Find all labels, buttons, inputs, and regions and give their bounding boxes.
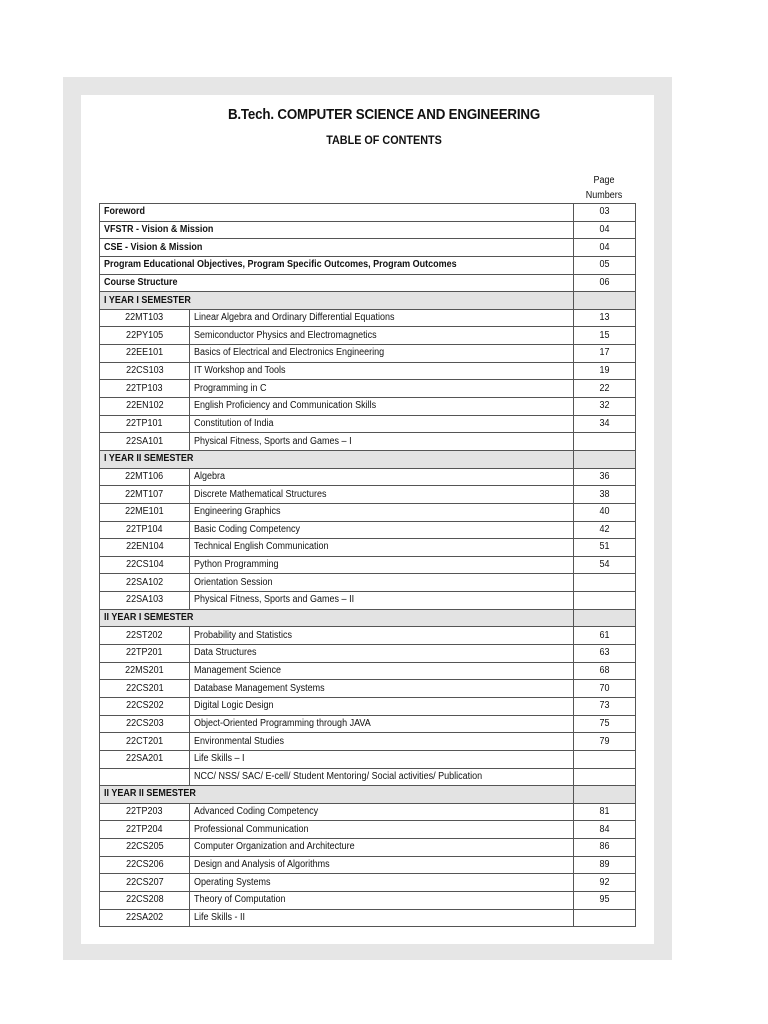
course-title <box>190 468 574 486</box>
course-title-text: Management Science <box>194 664 282 676</box>
course-title <box>190 803 574 821</box>
course-title-text: Theory of Computation <box>194 894 286 906</box>
course-code <box>100 768 190 786</box>
course-page <box>574 733 636 751</box>
course-page <box>574 821 636 839</box>
course-title-text: Orientation Session <box>194 576 273 588</box>
course-title <box>190 556 574 574</box>
course-code <box>100 839 190 857</box>
course-code-text: 22TP201 <box>126 647 163 659</box>
entry-page-text: 04 <box>599 241 610 253</box>
course-page <box>574 468 636 486</box>
course-code <box>100 909 190 927</box>
course-code-text: 22CS208 <box>125 894 164 906</box>
course-page <box>574 803 636 821</box>
course-title-text: Computer Organization and Architecture <box>194 841 355 853</box>
page-header-line1: Page <box>593 175 615 186</box>
course-title <box>190 874 574 892</box>
course-title-text: Physical Fitness, Sports and Games – I <box>194 435 352 447</box>
course-code <box>100 486 190 504</box>
course-title <box>190 398 574 416</box>
semester-name <box>100 292 574 310</box>
course-code <box>100 468 190 486</box>
course-code <box>100 327 190 345</box>
course-code <box>100 750 190 768</box>
course-title <box>190 362 574 380</box>
course-code <box>100 856 190 874</box>
toc-entry-label <box>100 239 574 257</box>
course-code <box>100 662 190 680</box>
course-row <box>100 398 636 416</box>
course-row <box>100 803 636 821</box>
course-title-text: Life Skills – I <box>194 753 245 765</box>
course-page <box>574 345 636 363</box>
course-code-text: 22CS103 <box>125 365 164 377</box>
toc-row <box>100 256 636 274</box>
semester-header-row <box>100 292 636 310</box>
course-code <box>100 433 190 451</box>
course-row <box>100 821 636 839</box>
course-title-text: Python Programming <box>194 559 279 571</box>
table-of-contents <box>99 203 636 927</box>
course-code <box>100 733 190 751</box>
course-page <box>574 839 636 857</box>
course-title-text: NCC/ NSS/ SAC/ E-cell/ Student Mentoring/ Social activities/ Publication <box>194 770 483 782</box>
course-page <box>574 433 636 451</box>
course-title-text: Technical English Communication <box>194 541 329 553</box>
course-title <box>190 891 574 909</box>
semester-name <box>100 609 574 627</box>
semester-page-cell <box>574 609 636 627</box>
course-code <box>100 574 190 592</box>
course-code-text: 22TP103 <box>126 382 163 394</box>
course-code-text: 22SA101 <box>125 435 164 447</box>
course-page <box>574 680 636 698</box>
course-code <box>100 345 190 363</box>
course-title <box>190 415 574 433</box>
course-title-text: Data Structures <box>194 647 257 659</box>
course-code-text: 22EN104 <box>125 541 164 553</box>
course-code <box>100 715 190 733</box>
toc-entry-page <box>574 239 636 257</box>
course-title-text: English Proficiency and Communication Skills <box>194 400 377 412</box>
course-code-text: 22ME101 <box>125 506 164 518</box>
toc-row <box>100 221 636 239</box>
page-numbers-header <box>577 173 631 203</box>
course-row <box>100 891 636 909</box>
course-page <box>574 856 636 874</box>
course-title-text: Environmental Studies <box>194 735 285 747</box>
course-title-text: Programming in C <box>194 382 267 394</box>
course-page <box>574 486 636 504</box>
course-page <box>574 539 636 557</box>
course-page <box>574 909 636 927</box>
course-title <box>190 327 574 345</box>
course-page <box>574 574 636 592</box>
course-page <box>574 309 636 327</box>
course-page <box>574 556 636 574</box>
course-code-text: 22CS201 <box>125 682 164 694</box>
course-page <box>574 627 636 645</box>
course-code-text: 22PY105 <box>125 329 164 341</box>
course-title-text: Probability and Statistics <box>194 629 293 641</box>
course-row <box>100 909 636 927</box>
course-row <box>100 750 636 768</box>
course-code <box>100 521 190 539</box>
course-title <box>190 539 574 557</box>
toc-entry-page <box>574 274 636 292</box>
course-code <box>100 398 190 416</box>
course-row <box>100 733 636 751</box>
course-title-text: Advanced Coding Competency <box>194 806 319 818</box>
course-page <box>574 398 636 416</box>
course-code <box>100 874 190 892</box>
course-title-text: Basic Coding Competency <box>194 523 301 535</box>
course-code <box>100 556 190 574</box>
document-subtitle: TABLE OF CONTENTS <box>326 133 442 147</box>
course-title <box>190 345 574 363</box>
course-title <box>190 856 574 874</box>
course-page-text: 36 <box>599 470 610 482</box>
course-code <box>100 309 190 327</box>
course-title-text: Digital Logic Design <box>194 700 274 712</box>
semester-name-text: I YEAR I SEMESTER <box>104 294 191 306</box>
course-code-text: 22TP204 <box>126 823 163 835</box>
course-page <box>574 521 636 539</box>
entry-page-text: 06 <box>599 276 610 288</box>
course-title <box>190 592 574 610</box>
course-row <box>100 486 636 504</box>
course-page <box>574 415 636 433</box>
course-title-text: Object-Oriented Programming through JAVA <box>194 717 371 729</box>
course-title <box>190 309 574 327</box>
course-page <box>574 503 636 521</box>
course-code-text: 22TP104 <box>126 523 163 535</box>
course-title <box>190 380 574 398</box>
course-row <box>100 715 636 733</box>
semester-page-cell <box>574 292 636 310</box>
course-row <box>100 309 636 327</box>
entry-page-text: 05 <box>599 259 610 271</box>
course-code <box>100 503 190 521</box>
course-page <box>574 715 636 733</box>
toc-row <box>100 274 636 292</box>
course-code <box>100 803 190 821</box>
course-page-text: 68 <box>599 664 610 676</box>
course-page-text: 51 <box>599 541 610 553</box>
course-code <box>100 539 190 557</box>
course-page-text: 84 <box>599 823 610 835</box>
toc-body <box>100 204 636 927</box>
course-title <box>190 433 574 451</box>
course-page-text: 22 <box>599 382 610 394</box>
course-row <box>100 415 636 433</box>
course-code-text: 22TP203 <box>126 806 163 818</box>
course-page <box>574 327 636 345</box>
course-page-text: 19 <box>599 365 610 377</box>
course-row <box>100 345 636 363</box>
entry-page-text: 04 <box>599 223 610 235</box>
course-title-text: Constitution of India <box>194 418 274 429</box>
toc-entry-label <box>100 256 574 274</box>
course-page-text: 75 <box>599 717 610 729</box>
page-header-line2: Numbers <box>585 190 623 201</box>
course-title-text: Discrete Mathematical Structures <box>194 488 327 500</box>
course-code-text: 22MT107 <box>125 488 164 500</box>
toc-entry-label <box>100 221 574 239</box>
course-row <box>100 468 636 486</box>
course-code-text: 22SA103 <box>125 594 164 606</box>
toc-row <box>100 204 636 222</box>
course-row <box>100 768 636 786</box>
toc-entry-label <box>100 274 574 292</box>
course-page-text: 95 <box>599 894 610 906</box>
entry-label-text: Program Educational Objectives, Program Specific Outcomes, Program Outcomes <box>104 259 457 271</box>
course-page-text: 61 <box>599 629 610 641</box>
course-page <box>574 362 636 380</box>
course-title <box>190 839 574 857</box>
course-page-text: 73 <box>599 700 610 712</box>
course-row <box>100 874 636 892</box>
course-page <box>574 697 636 715</box>
course-title-text: Linear Algebra and Ordinary Differential Equations <box>194 312 395 324</box>
course-code <box>100 821 190 839</box>
course-page-text: 79 <box>599 735 610 747</box>
course-page-text: 81 <box>599 806 610 818</box>
semester-name <box>100 786 574 804</box>
course-code-text: 22SA102 <box>125 576 164 588</box>
semester-header-row <box>100 786 636 804</box>
semester-name-text: II YEAR I SEMESTER <box>104 612 194 624</box>
entry-label-text: Foreword <box>104 206 146 218</box>
semester-page-cell <box>574 786 636 804</box>
course-title <box>190 733 574 751</box>
course-code-text: 22CS202 <box>125 700 164 712</box>
toc-entry-page <box>574 204 636 222</box>
course-row <box>100 574 636 592</box>
course-title <box>190 662 574 680</box>
course-code-text: 22MT103 <box>125 312 164 324</box>
toc-row <box>100 239 636 257</box>
course-page-text: 34 <box>599 418 610 429</box>
course-page <box>574 891 636 909</box>
course-code <box>100 680 190 698</box>
course-page-text: 70 <box>599 682 610 694</box>
course-code-text: 22CS207 <box>125 876 164 888</box>
course-page-text: 63 <box>599 647 610 659</box>
course-code-text: 22EN102 <box>125 400 164 412</box>
course-page-text: 13 <box>599 312 610 324</box>
course-title <box>190 821 574 839</box>
course-code <box>100 891 190 909</box>
course-row <box>100 856 636 874</box>
course-page-text: 42 <box>599 523 610 535</box>
course-title <box>190 521 574 539</box>
course-code-text: 22CS104 <box>125 559 164 571</box>
toc-entry-label <box>100 204 574 222</box>
semester-name <box>100 450 574 468</box>
document-title: B.Tech. COMPUTER SCIENCE AND ENGINEERING <box>227 107 541 123</box>
course-code-text: 22CS206 <box>125 859 164 871</box>
course-page-text: 54 <box>599 559 610 571</box>
course-code <box>100 415 190 433</box>
course-title <box>190 680 574 698</box>
course-row <box>100 592 636 610</box>
course-page-text: 89 <box>599 859 610 871</box>
course-row <box>100 380 636 398</box>
course-row <box>100 433 636 451</box>
course-row <box>100 627 636 645</box>
course-title-text: Database Management Systems <box>194 682 325 694</box>
toc-entry-page <box>574 221 636 239</box>
course-page <box>574 645 636 663</box>
course-row <box>100 556 636 574</box>
semester-header-row <box>100 450 636 468</box>
semester-name-text: II YEAR II SEMESTER <box>104 788 196 800</box>
semester-page-cell <box>574 450 636 468</box>
course-title <box>190 715 574 733</box>
course-code-text: 22EE101 <box>125 347 164 359</box>
course-title-text: Basics of Electrical and Electronics Engineering <box>194 347 385 359</box>
course-row <box>100 839 636 857</box>
course-code-text: 22SA202 <box>125 911 164 923</box>
entry-label-text: VFSTR - Vision & Mission <box>104 223 214 235</box>
course-title-text: Engineering Graphics <box>194 506 281 518</box>
course-row <box>100 697 636 715</box>
course-page-text: 38 <box>599 488 610 500</box>
course-row <box>100 645 636 663</box>
course-title <box>190 574 574 592</box>
course-title-text: Design and Analysis of Algorithms <box>194 859 330 871</box>
course-code-text: 22MT106 <box>125 470 164 482</box>
course-title <box>190 627 574 645</box>
course-page <box>574 662 636 680</box>
course-code <box>100 627 190 645</box>
course-page-text: 40 <box>599 506 610 518</box>
course-code-text: 22CT201 <box>125 735 164 747</box>
course-row <box>100 503 636 521</box>
course-code-text: 22MS201 <box>125 664 164 676</box>
course-title-text: Professional Communication <box>194 823 309 835</box>
course-title <box>190 645 574 663</box>
course-title <box>190 486 574 504</box>
entry-label-text: Course Structure <box>104 276 178 288</box>
course-title-text: Physical Fitness, Sports and Games – II <box>194 594 355 606</box>
entry-label-text: CSE - Vision & Mission <box>104 241 203 253</box>
course-code-text: 22TP101 <box>126 418 163 429</box>
course-row <box>100 539 636 557</box>
course-page-text: 86 <box>599 841 610 853</box>
course-code <box>100 362 190 380</box>
course-row <box>100 680 636 698</box>
course-page <box>574 592 636 610</box>
semester-name-text: I YEAR II SEMESTER <box>104 453 194 465</box>
course-page-text: 32 <box>599 400 610 412</box>
course-row <box>100 521 636 539</box>
course-page <box>574 768 636 786</box>
course-code <box>100 645 190 663</box>
course-page <box>574 750 636 768</box>
course-code <box>100 380 190 398</box>
course-page <box>574 874 636 892</box>
course-row <box>100 327 636 345</box>
course-title-text: IT Workshop and Tools <box>194 365 286 377</box>
course-title <box>190 750 574 768</box>
course-code-text: 22CS205 <box>125 841 164 853</box>
course-title-text: Life Skills - II <box>194 911 246 923</box>
course-row <box>100 662 636 680</box>
semester-header-row <box>100 609 636 627</box>
course-code-text: 22SA201 <box>125 753 164 765</box>
course-page-text: 17 <box>599 347 610 359</box>
toc-entry-page <box>574 256 636 274</box>
course-page <box>574 380 636 398</box>
course-title <box>190 503 574 521</box>
course-title <box>190 909 574 927</box>
course-code <box>100 592 190 610</box>
course-title <box>190 697 574 715</box>
course-page-text: 92 <box>599 876 610 888</box>
course-code <box>100 697 190 715</box>
course-row <box>100 362 636 380</box>
course-title <box>190 768 574 786</box>
course-code-text: 22CS203 <box>125 717 164 729</box>
course-title-text: Algebra <box>194 470 226 482</box>
course-title-text: Operating Systems <box>194 876 271 888</box>
course-title-text: Semiconductor Physics and Electromagnetics <box>194 329 377 341</box>
course-page-text: 15 <box>599 329 610 341</box>
course-code-text: 22ST202 <box>126 629 163 641</box>
entry-page-text: 03 <box>599 206 610 218</box>
